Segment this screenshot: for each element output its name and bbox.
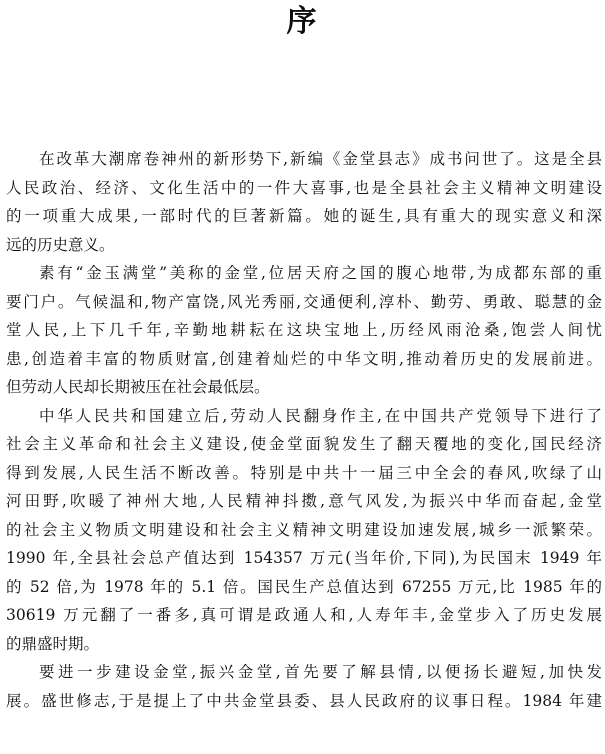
text-line: 患,创造着丰富的物质财富,创建着灿烂的中华文明,推动着历史的发展前进。: [6, 349, 602, 368]
text-line: 中华人民共和国建立后,劳动人民翻身作主,在中国共产党领导下进行了: [39, 406, 602, 425]
text-line: 的一项重大成果,一部时代的巨著新篇。她的诞生,具有重大的现实意义和深: [6, 207, 602, 225]
text-line: 要进一步建设金堂,振兴金堂,首先要了解县情,以便扬长避短,加快发: [39, 663, 602, 681]
text-line: 但劳动人民却长期被压在社会最低层。: [6, 378, 270, 396]
preface-body: [6, 145, 602, 715]
page-title: 序: [286, 4, 319, 39]
text-line: 素有“金玉满堂”美称的金堂,位居天府之国的腹心地带,为成都东部的重: [39, 264, 602, 282]
text-line: 远的历史意义。: [6, 235, 115, 254]
text-line: 人民政治、经济、文化生活中的一件大喜事,也是全县社会主义精神文明建设: [6, 178, 602, 197]
text-line: 展。盛世修志,于是提上了中共金堂县委、县人民政府的议事日程。1984 年建: [6, 691, 602, 710]
text-line: 得到发展,人民生活不断改善。特别是中共十一届三中全会的春风,吹绿了山: [6, 463, 602, 482]
text-line: 在改革大潮席卷神州的新形势下,新编《金堂县志》成书问世了。这是全县: [39, 150, 602, 168]
text-line: 社会主义革命和社会主义建设,使金堂面貌发生了翻天覆地的变化,国民经济: [6, 435, 602, 453]
text-line: 的社会主义物质文明建设和社会主义精神文明建设加速发展,城乡一派繁荣。: [6, 520, 602, 539]
text-line: 1990 年,全县社会总产值达到 154357 万元(当年价,下同),为民国末 1949 年: [6, 549, 602, 567]
text-line: 要门户。气候温和,物产富饶,风光秀丽,交通便利,淳朴、勤劳、勇敢、聪慧的金: [6, 292, 602, 311]
text-line: 河田野,吹暖了神州大地,人民精神抖擞,意气风发,为振兴中华而奋起,金堂: [6, 492, 602, 510]
text-line: 30619 万元翻了一番多,真可谓是政通人和,人寿年丰,金堂步入了历史发展: [6, 606, 602, 624]
text-line: 的鼎盛时期。: [6, 634, 100, 653]
text-line: 的 52 倍,为 1978 年的 5.1 倍。国民生产总值达到 67255 万元,比 1985 年的: [6, 577, 602, 596]
text-line: 堂人民,上下几千年,辛勤地耕耘在这块宝地上,历经风雨沧桑,饱尝人间忧: [6, 321, 602, 339]
